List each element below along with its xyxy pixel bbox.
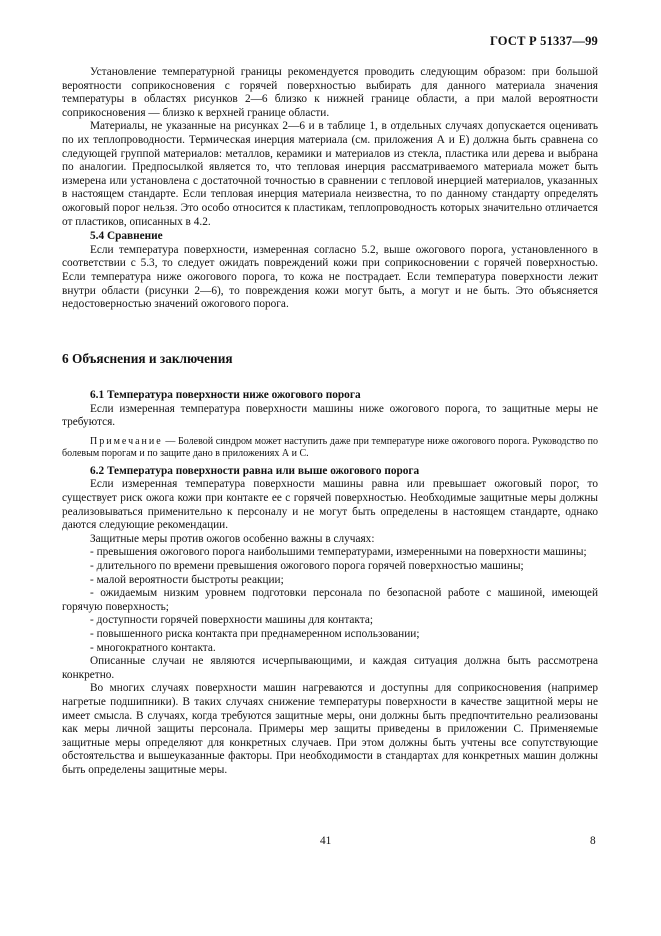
list-item: - малой вероятности быстроты реакции;: [90, 573, 284, 586]
paragraph: Если измеренная температура поверхности машины ниже ожогового порога, то защитные меры не требуются.: [62, 402, 598, 429]
list-item: - длительного по времени превышения ожогового порога горячей поверхностью машины;: [90, 560, 524, 573]
list-item: - превышения ожогового порога наибольшими температурами, измеренными на поверхности машины;: [90, 546, 587, 559]
list-item: - доступности горячей поверхности машины для контакта;: [90, 614, 373, 627]
paragraph: Материалы, не указанные на рисунках 2—6 и в таблице 1, в отдельных случаях допускается оценивать по их теплопроводности. Термическая инерция материала (см. приложения А и Е) должна быть сравнена со следующей группой материалов: металлов, керамики и материалов из стекла, пластика или дерева и выбрана по аналогии. Предпосылкой является то, что тепловая инерция рассматриваемого материала может быть измерена или установлена с достаточной точностью в сравнении с тепловой инерцией материалов, указанных в настоящем стандарте. Если тепловая инерция материала неизвестна, то по данному стандарту определять ожоговый порог нельзя. Это особо относится к пластикам, теплопроводность которых значительно отличается от пластиков, описанных в 4.2.: [62, 120, 598, 228]
subsection-heading-5-4: 5.4 Сравнение: [90, 230, 163, 243]
note: [62, 436, 598, 461]
note-text: — Болевой синдром может наступить даже при температуре ниже ожогового порога. Руководство по болевым порогам и по защите дано в приложениях А и С.: [62, 436, 598, 460]
page-number-right: 8: [590, 835, 596, 847]
paragraph: Если температура поверхности, измеренная согласно 5.2, выше ожогового порога, установленного в соответствии с 5.3, то следует ожидать повреждений кожи при соприкосновении с горячей поверхностью. Если температура ниже ожогового порога, то кожа не пострадает. Если температура поверхности лежит внутри области (рисунки 2—6), то повреждения кожи могут быть, а могут и не быть. Это объясняется недостоверностью значений ожогового порога.: [62, 243, 598, 311]
page-number-center: 41: [320, 835, 332, 847]
list-item: - многократного контакта.: [90, 641, 216, 654]
subsection-heading-6-2: 6.2 Температура поверхности равна или выше ожогового порога: [90, 464, 420, 477]
paragraph: Установление температурной границы рекомендуется проводить следующим образом: при большой вероятности соприкосновения с горячей поверхностью выбирать для данного материала значения температуры в областях рисунков 2—6 близко к нижней границе области, а при малой вероятности соприкосновения — близко к верхней границе области.: [62, 66, 598, 119]
subsection-heading-6-1: 6.1 Температура поверхности ниже ожогового порога: [90, 389, 361, 402]
paragraph: Описанные случаи не являются исчерпывающими, и каждая ситуация должна быть рассмотрена конкретно.: [62, 655, 598, 681]
list-item: - ожидаемым низким уровнем подготовки персонала по безопасной работе с машиной, имеющей горячую поверхность;: [62, 587, 598, 613]
note-label: Примечание: [90, 436, 163, 448]
paragraph: Если измеренная температура поверхности машины равна или превышает ожоговый порог, то существует риск ожога кожи при контакте ее с горячей поверхностью. Необходимые защитные меры должны реализовываться применительно к персоналу и не могут быть определены в настоящем стандарте, однако даются следующие рекомендации.: [62, 478, 598, 532]
paragraph: Во многих случаях поверхности машин нагреваются и доступны для соприкосновения (например нагретые подшипники). В таких случаях снижение температуры поверхности в качестве защитной меры не имеет смысла. В случаях, когда требуются защитные меры, они должны быть предпочтительно реализованы как меры личной защиты персонала. Примеры мер защиты приведены в приложении С. Применяемые защитные меры определяют для конкретных случаев. При этом должны быть учтены все сопутствующие обстоятельства и вышеуказанные факторы. При необходимости в стандартах для конкретных машин должны быть определены защитные меры.: [62, 682, 598, 776]
section-heading-6: 6 Объяснения и заключения: [62, 350, 233, 366]
document-body: [62, 66, 598, 778]
paragraph: Защитные меры против ожогов особенно важны в случаях:: [90, 532, 375, 545]
document-header: ГОСТ Р 51337—99: [489, 34, 598, 48]
list-item: - повышенного риска контакта при преднамеренном использовании;: [90, 628, 420, 640]
